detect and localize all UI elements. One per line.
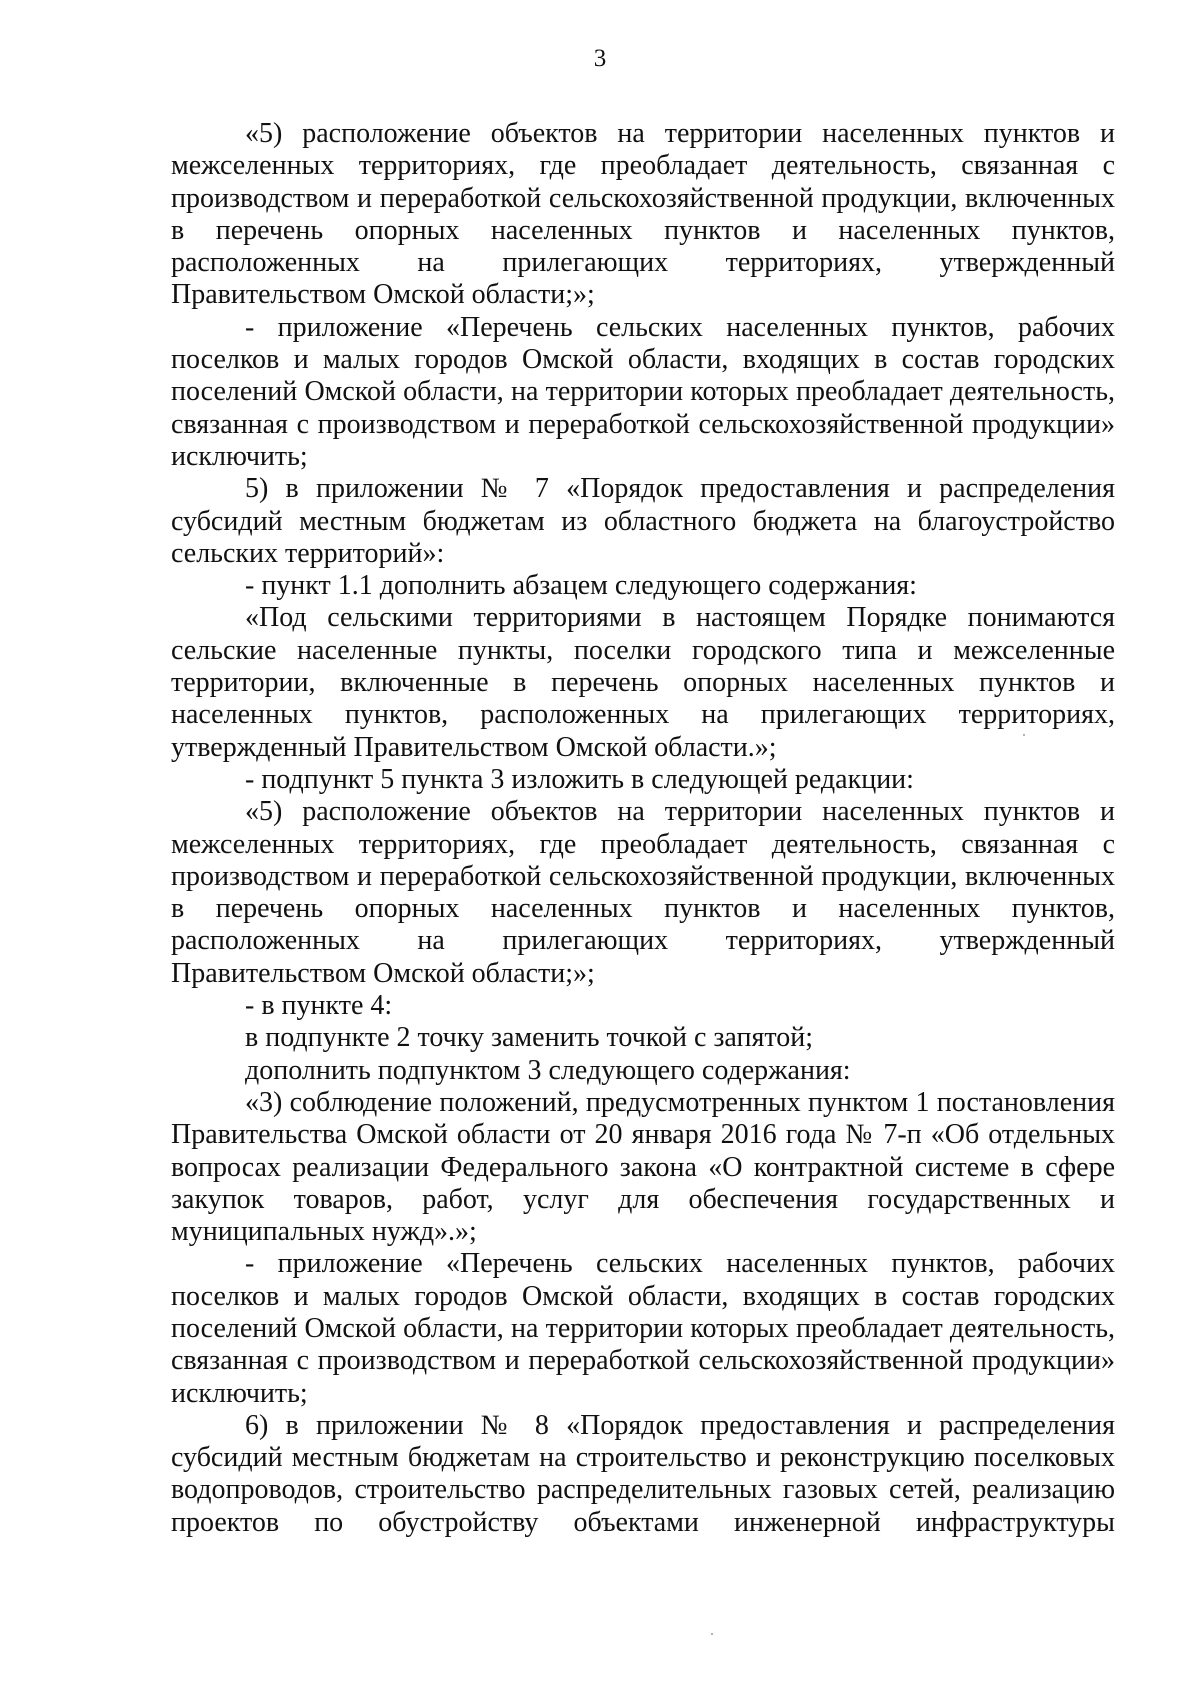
paragraph-point-1-1-supplement: - пункт 1.1 дополнить абзацем следующего содержания:	[245, 570, 917, 602]
paragraph-appendix-7-heading: 5) в приложении № 7 «Порядок предоставления и распределения субсидий местным бюджетам из областного бюджета на благоустройство сельских территорий»:	[171, 473, 1115, 569]
paragraph-subitem-5-point-3-edit: - подпункт 5 пункта 3 изложить в следующей редакции:	[245, 763, 914, 795]
scan-speck	[711, 1633, 713, 1635]
paragraph-appendix-8-heading: 6) в приложении № 8 «Порядок предоставления и распределения субсидий местным бюджетам на строительство и реконструкцию поселковых водопроводов, строительство распределительных газовых сетей, реализацию проектов по обустройству объектами инженерной инфраструктуры	[171, 1409, 1115, 1538]
paragraph-subitem-3-compliance: «3) соблюдение положений, предусмотренных пунктом 1 постановления Правительства Омской области от 20 января 2016 года № 7-п «Об отдельных вопросах реализации Федерального закона «О контрактной системе в сфере закупок товаров, работ, услуг для обеспечения государственных и муниципальных нужд».»;	[171, 1086, 1115, 1248]
paragraph-point-4: - в пункте 4:	[245, 990, 393, 1022]
paragraph-subitem-2-replace-period: в подпункте 2 точку заменить точкой с запятой;	[245, 1022, 813, 1054]
paragraph-subitem-5-objects-location: «5) расположение объектов на территории населенных пунктов и межселенных территориях, где преобладает деятельность, связанная с производством и переработкой сельскохозяйственной продукции, включенных в перечень опорных населенных пунктов и населенных пунктов, расположенных на прилегающих территориях, утвержденный Правительством Омской области;»;	[171, 118, 1115, 311]
paragraph-exclude-appendix-list: - приложение «Перечень сельских населенных пунктов, рабочих поселков и малых городов Омской области, входящих в состав городских поселений Омской области, на территории которых преобладает деятельность, связанная с производством и переработкой сельскохозяйственной продукции» исключить;	[171, 311, 1115, 472]
paragraph-rural-territories-definition: «Под сельскими территориями в настоящем Порядке понимаются сельские населенные пункты, поселки городского типа и межселенные территории, включенные в перечень опорных населенных пунктов и населенных пунктов, расположенных на прилегающих территориях, утвержденный Правительством Омской области.»;	[171, 602, 1115, 763]
paragraph-add-subitem-3: дополнить подпунктом 3 следующего содержания:	[245, 1054, 851, 1086]
paragraph-subitem-5-objects-location-repeat: «5) расположение объектов на территории населенных пунктов и межселенных территориях, где преобладает деятельность, связанная с производством и переработкой сельскохозяйственной продукции, включенных в перечень опорных населенных пунктов и населенных пунктов, расположенных на прилегающих территориях, утвержденный Правительством Омской области;»;	[171, 796, 1115, 989]
scan-speck	[1023, 734, 1025, 736]
paragraph-exclude-appendix-list-repeat: - приложение «Перечень сельских населенных пунктов, рабочих поселков и малых городов Омской области, входящих в состав городских поселений Омской области, на территории которых преобладает деятельность, связанная с производством и переработкой сельскохозяйственной продукции» исключить;	[171, 1248, 1115, 1409]
page-number: 3	[593, 45, 607, 72]
document-body	[171, 118, 1115, 1539]
